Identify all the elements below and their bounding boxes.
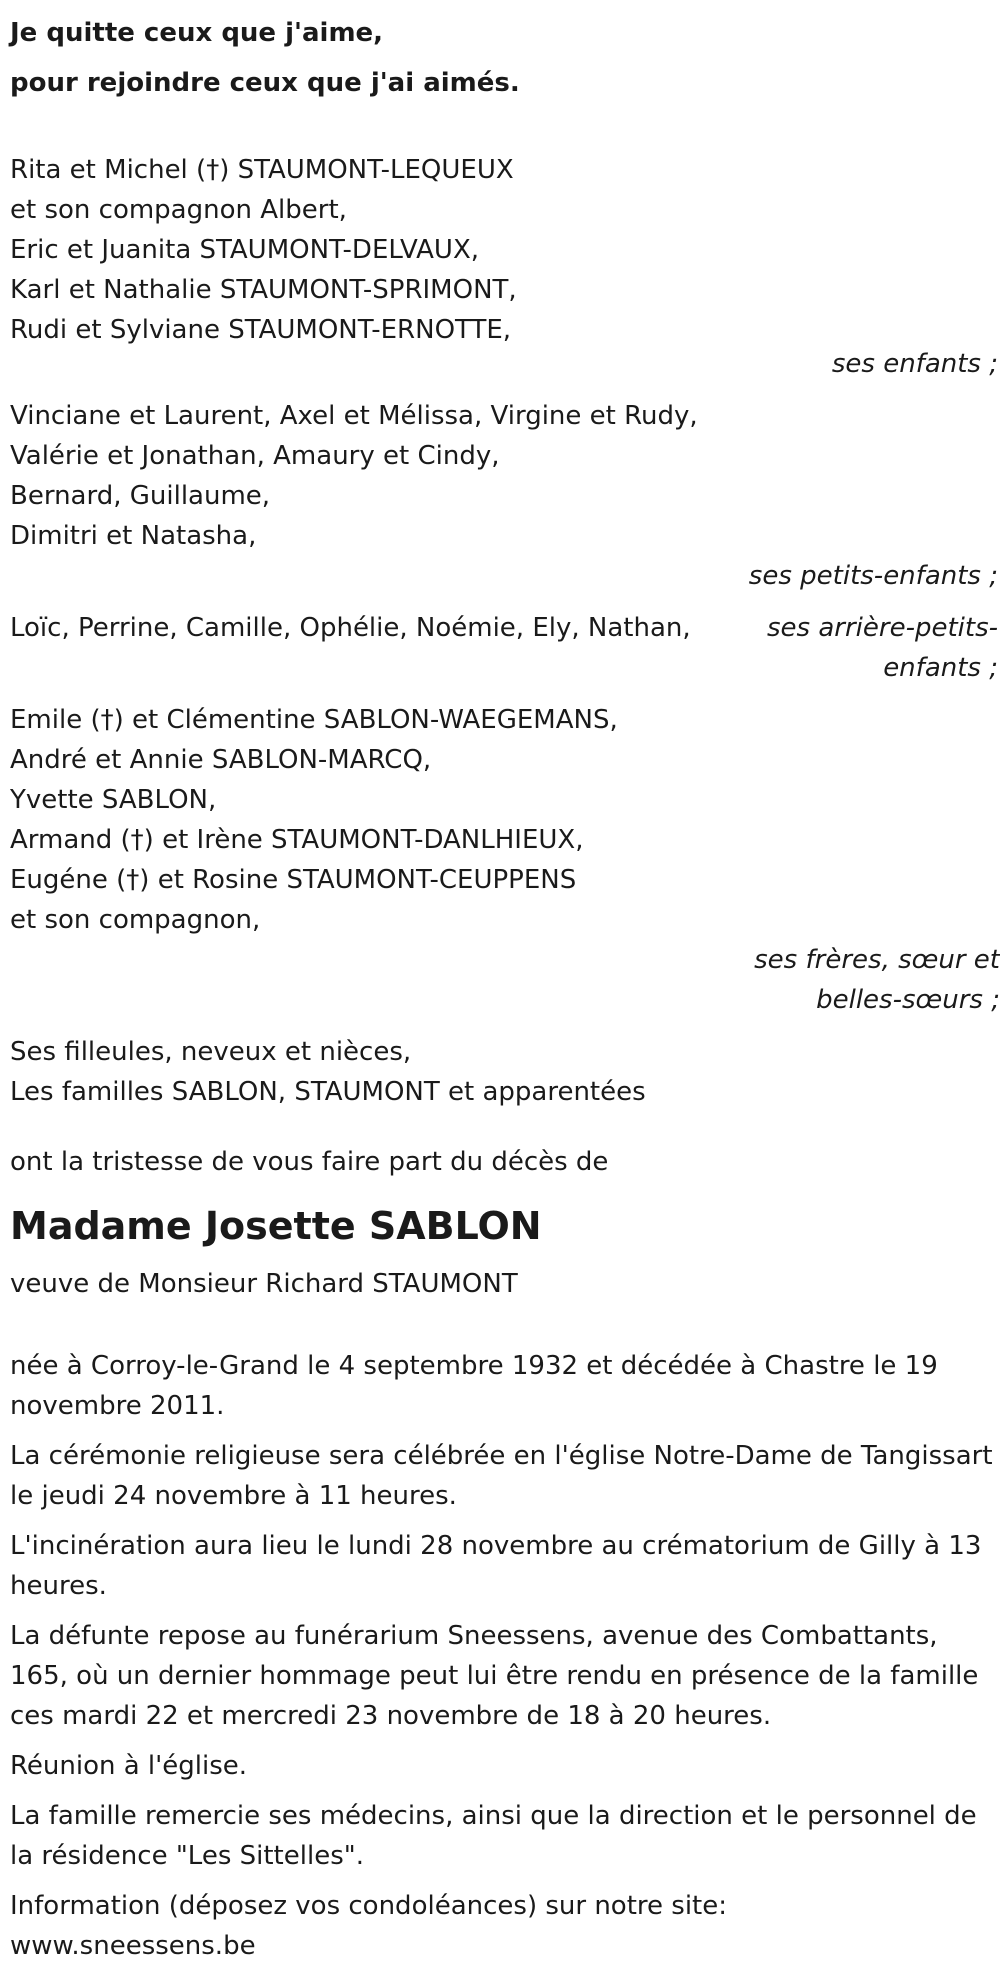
- detail-paragraph: [10, 1886, 1000, 1966]
- epigraph-line: Je quitte ceux que j'aime,: [10, 18, 384, 48]
- family-line: et son compagnon,: [10, 905, 261, 935]
- family-line: Vinciane et Laurent, Axel et Mélissa, Virgine et Rudy,: [10, 401, 698, 431]
- deceased-name: Madame Josette SABLON: [10, 1204, 542, 1248]
- epigraph-line: pour rejoindre ceux que j'ai aimés.: [10, 68, 520, 98]
- family-line: Eugéne (†) et Rosine STAUMONT-CEUPPENS: [10, 865, 577, 895]
- relation-label: ses petits-enfants ;: [748, 561, 998, 591]
- detail-paragraph: La famille remercie ses médecins, ainsi que la direction et le personnel de la résidence "Les Sittelles".: [10, 1801, 977, 1871]
- great-grandchildren-block: [10, 608, 1000, 688]
- family-line: André et Annie SABLON-MARCQ,: [10, 745, 432, 775]
- family-line: Ses filleules, neveux et nièces,: [10, 1037, 412, 1067]
- detail-paragraph: née à Corroy-le-Grand le 4 septembre 1932 et décédée à Chastre le 19 novembre 2011.: [10, 1351, 938, 1421]
- family-line: Rita et Michel (†) STAUMONT-LEQUEUX: [10, 155, 514, 185]
- widow-of: veuve de Monsieur Richard STAUMONT: [10, 1269, 518, 1299]
- info-text: Information (déposez vos condoléances) sur notre site:: [10, 1891, 728, 1921]
- children-block: [10, 150, 1000, 384]
- family-line: Dimitri et Natasha,: [10, 521, 257, 551]
- siblings-block: [10, 700, 1000, 1020]
- detail-paragraph: La cérémonie religieuse sera célébrée en l'église Notre-Dame de Tangissart le jeudi 24 novembre à 11 heures.: [10, 1441, 993, 1511]
- family-line: et son compagnon Albert,: [10, 195, 347, 225]
- details: [10, 1346, 1000, 1966]
- relation-label: ses frères, sœur et belles-sœurs ;: [754, 945, 1000, 1015]
- website-link[interactable]: www.sneessens.be: [10, 1931, 256, 1961]
- detail-paragraph: La défunte repose au funérarium Sneessens, avenue des Combattants, 165, où un dernier hommage peut lui être rendu en présence de la famille ces mardi 22 et mercredi 23 novembre de 18 à 20 heures.: [10, 1621, 979, 1731]
- family-line: Eric et Juanita STAUMONT-DELVAUX,: [10, 235, 480, 265]
- detail-paragraph: Réunion à l'église.: [10, 1751, 248, 1781]
- detail-paragraph: L'incinération aura lieu le lundi 28 novembre au crématorium de Gilly à 13 heures.: [10, 1531, 982, 1601]
- announcement: ont la tristesse de vous faire part du décès de: [10, 1147, 609, 1177]
- family-line: Les familles SABLON, STAUMONT et apparentées: [10, 1077, 646, 1107]
- relation-label: ses enfants ;: [831, 349, 998, 379]
- family-line: Valérie et Jonathan, Amaury et Cindy,: [10, 441, 500, 471]
- others-block: [10, 1032, 1000, 1112]
- epigraph: [10, 8, 1000, 108]
- family-line: Rudi et Sylviane STAUMONT-ERNOTTE,: [10, 315, 512, 345]
- family-line: Bernard, Guillaume,: [10, 481, 271, 511]
- relation-label: ses arrière-petits-enfants ;: [767, 613, 998, 683]
- family-line: Armand (†) et Irène STAUMONT-DANLHIEUX,: [10, 825, 584, 855]
- family-line: Karl et Nathalie STAUMONT-SPRIMONT,: [10, 275, 517, 305]
- family-line: Emile (†) et Clémentine SABLON-WAEGEMANS,: [10, 705, 618, 735]
- obituary-content: [10, 8, 1000, 1966]
- family-line: Loïc, Perrine, Camille, Ophélie, Noémie, Ely, Nathan,: [10, 613, 691, 643]
- family-line: Yvette SABLON,: [10, 785, 217, 815]
- grandchildren-block: [10, 396, 1000, 596]
